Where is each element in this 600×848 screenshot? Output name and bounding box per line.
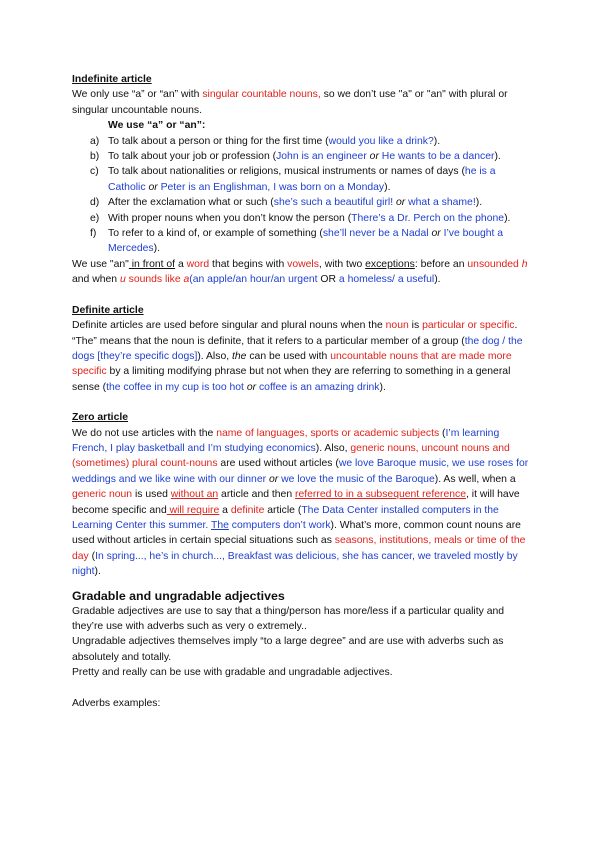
underlined-text: in front of [128, 258, 176, 270]
text-run: OR [317, 274, 339, 286]
list-item [72, 195, 530, 210]
gradable-paragraph-2: Ungradable adjectives themselves imply “to a large degree” and are use with adverbs such as absolutely and totally. [72, 636, 504, 663]
text-run: ). [494, 151, 501, 163]
highlight-red-italic: a [183, 274, 190, 286]
usage-list [72, 134, 530, 257]
zero-paragraph [72, 426, 530, 580]
example-blue: she’ll never be a Nadal [322, 228, 432, 240]
section-definite-article [72, 303, 530, 395]
text-run: ( [88, 550, 96, 562]
highlight-red: uncountable nouns that are made more specific [72, 350, 512, 378]
text-run: We use "an" [72, 258, 129, 270]
italic-or: or [431, 228, 441, 240]
text-run: ). [379, 381, 386, 393]
text-run: After the exclamation what or such ( [108, 197, 274, 209]
text-run: ). As well, when a [434, 473, 516, 485]
example-blue: we love the music of the Baroque [278, 473, 435, 485]
list-marker: d) [90, 197, 100, 209]
italic-or: or [396, 197, 406, 209]
text-run: a [219, 504, 231, 516]
highlight-red-italic: u [119, 274, 126, 286]
section-indefinite-article [72, 72, 530, 288]
example-blue: computers don’t work [228, 519, 331, 531]
text-run: ). Also, [197, 350, 232, 362]
example-blue: we love Baroque music, we use roses for weddings and we like wine with our dinner [72, 458, 529, 485]
example-blue: he is a Catholic [108, 166, 496, 193]
example-blue: Peter is an Englishman, I was born on a Monday [157, 181, 385, 193]
adverbs-examples-label: Adverbs examples: [72, 697, 161, 709]
text-run: ). [94, 566, 101, 578]
text-run: . “The” means that the noun is definite, that it refers to a particular member of a group ( [72, 320, 518, 347]
example-blue: the coffee in my cup is too hot [106, 381, 247, 393]
example-blue: would you like a drink? [328, 135, 434, 147]
text-run: article and then [218, 489, 295, 501]
text-run: We do not use articles with the [72, 427, 217, 439]
example-blue: I’ve bought a Mercedes [108, 228, 504, 255]
italic-or: or [148, 181, 158, 193]
list-item [72, 226, 530, 257]
highlight-red: generic noun [72, 489, 133, 501]
text-run: : before an [414, 258, 468, 270]
list-item [72, 164, 530, 195]
highlight-red: unsounded [467, 258, 522, 270]
example-blue: she’s such a beautiful girl! [273, 197, 397, 209]
heading-indefinite-article: Indefinite article [72, 74, 152, 85]
gradable-paragraph-3: Pretty and really can be use with gradable and ungradable adjectives. [72, 667, 393, 679]
definite-paragraph [72, 318, 530, 395]
text-run: and when [72, 274, 120, 286]
italic-or: or [246, 381, 257, 393]
example-blue: In spring..., he’s in church..., Breakfast was delicious, she has cancer, we traveled mostly by night [72, 550, 518, 578]
list-item [72, 211, 530, 226]
example-blue: John is an engineer [276, 151, 370, 163]
highlight-red: name of languages, sports or academic subjects [216, 427, 440, 439]
italic-or: or [268, 473, 279, 485]
italic-the: the [232, 350, 247, 362]
text-run: by a limiting modifying phrase but not when they are referring to something in a general sense ( [72, 366, 511, 393]
text-run: ). [384, 181, 391, 193]
highlight-red: noun [385, 320, 409, 332]
section-zero-article [72, 410, 530, 579]
text-run: To talk about nationalities or religions, musical instruments or names of days ( [108, 166, 465, 178]
an-rule-paragraph [72, 257, 530, 288]
text-run: article ( [264, 504, 302, 516]
list-marker: a) [90, 135, 100, 147]
indefinite-intro [72, 87, 530, 118]
text-run: ). [433, 135, 441, 147]
underlined-text: exceptions [365, 258, 415, 270]
text-run: is [408, 320, 423, 332]
example-blue: (an apple/an hour/an urgent [189, 274, 318, 286]
text-run: are used without articles ( [217, 458, 339, 470]
highlight-red: generic nouns, uncount nouns and (sometimes) plural count-nouns [72, 442, 510, 470]
highlight-red: sounds like [125, 274, 184, 286]
highlight-red-underlined: referred to in a subsequent reference [295, 489, 466, 501]
text-run: ). [434, 274, 441, 286]
text-run: Definite articles are used before singular and plural nouns when the [72, 320, 386, 332]
list-item [72, 134, 530, 149]
highlight-red: word [186, 258, 210, 270]
example-blue: what a shame! [405, 197, 476, 209]
text-run: that begins with [209, 258, 288, 270]
list-item [72, 149, 530, 164]
highlight-red: seasons, institutions, meals or time of the day [72, 535, 526, 562]
list-marker: b) [90, 151, 100, 163]
highlight-red: singular countable nouns, [202, 89, 321, 101]
example-blue: He wants to be a dancer [378, 151, 495, 163]
text-run: ). [475, 197, 483, 209]
example-blue: the dog / the dogs [they’re specific dogs] [72, 335, 523, 362]
section-gradable-adjectives [72, 588, 530, 711]
highlight-red: vowels [287, 258, 319, 270]
highlight-red: particular or specific [422, 320, 515, 332]
example-blue: I’m learning French, I play basketball and I’m studying economics [72, 427, 500, 454]
text-run: so we don’t use "a" or "an" with plural or singular uncountable nouns. [72, 89, 508, 116]
gradable-paragraph-1: Gradable adjectives are use to say that a thing/person has more/less if a particular quality and they’re use with adverbs such as very o extremely.. [72, 605, 505, 632]
text-run: To refer to a kind of, or example of something ( [108, 228, 323, 240]
text-run: To talk about your job or profession ( [108, 151, 277, 163]
text-run: ). What’s more, common count nouns are used without articles in certain special situations such as [72, 519, 521, 547]
subheading-we-use: We use “a” or “an”: [108, 120, 206, 132]
highlight-red: definite [230, 504, 265, 516]
text-run: ). [504, 212, 511, 224]
heading-gradable-adjectives: Gradable and ungradable adjectives [72, 588, 285, 603]
example-blue: a homeless/ a useful [338, 274, 435, 286]
heading-definite-article: Definite article [72, 304, 144, 316]
list-marker: f) [90, 228, 97, 240]
text-run: a [175, 258, 187, 270]
list-marker: e) [90, 212, 100, 224]
text-run: With proper nouns when you don’t know the person ( [108, 212, 352, 224]
example-blue: There’s a Dr. Perch on the phone [351, 212, 505, 224]
text-run: , it will have become specific and [72, 489, 520, 516]
example-blue-underlined: The [211, 519, 229, 531]
highlight-red-underlined: without an [170, 489, 219, 501]
example-blue: The Data Center installed computers in the Learning Center this summer. [72, 504, 499, 531]
document-body [72, 72, 530, 711]
example-blue: coffee is an amazing drink [256, 381, 380, 393]
heading-zero-article: Zero article [72, 412, 129, 424]
text-run: ( [439, 427, 446, 439]
italic-or: or [369, 151, 379, 163]
text-run: To talk about a person or thing for the first time ( [108, 135, 329, 147]
text-run: , with two [318, 258, 366, 270]
text-run: ). Also, [315, 442, 351, 454]
text-run: We only use “a” or “an” with [72, 89, 203, 101]
text-run: can be used with [246, 350, 331, 362]
highlight-red-underlined: will require [166, 504, 220, 516]
highlight-red-italic: h [521, 258, 528, 270]
list-marker: c) [90, 166, 99, 178]
text-run: is used [132, 489, 171, 501]
text-run: ). [153, 243, 160, 255]
